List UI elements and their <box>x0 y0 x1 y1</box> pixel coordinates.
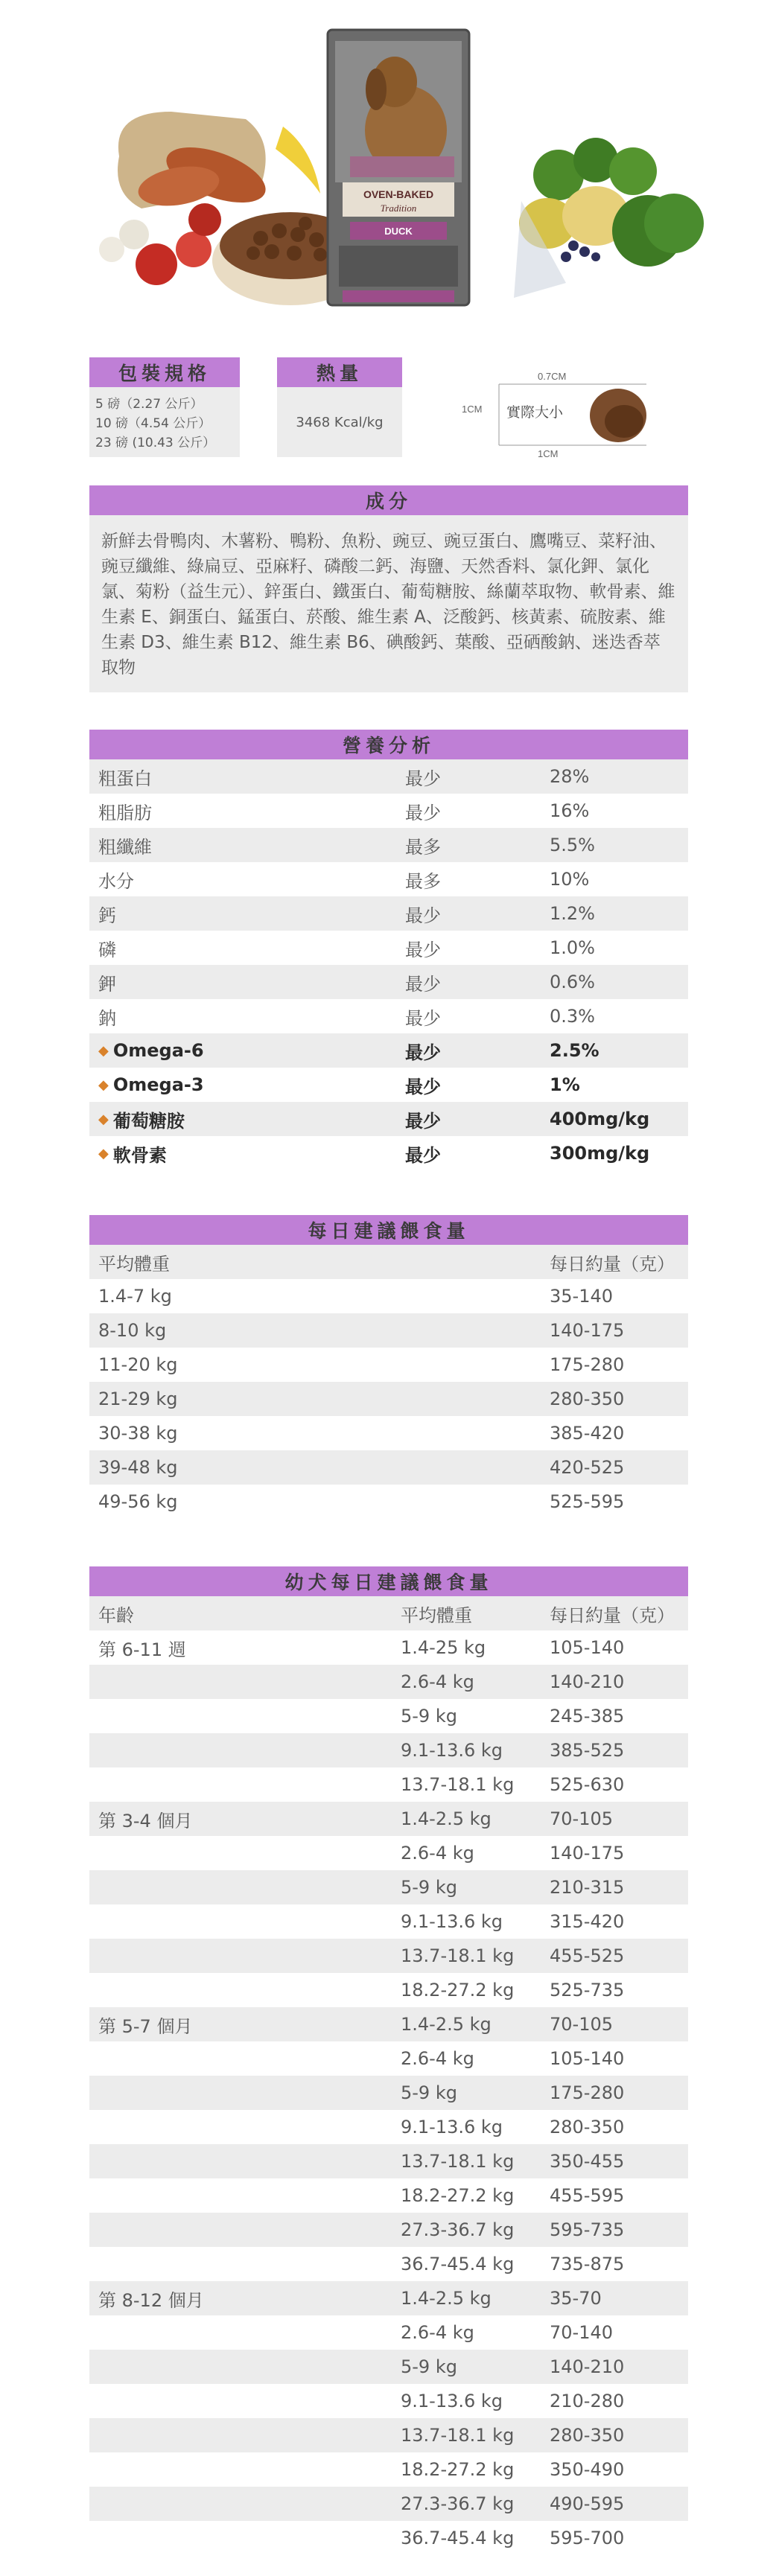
nutrition-rows <box>89 759 688 1170</box>
weight-cell: 2.6-4 kg <box>401 2048 474 2069</box>
diamond-bullet-icon: ◆ <box>98 1145 109 1161</box>
amount-cell: 525-735 <box>550 1980 625 2000</box>
nutrient-name: 鈉 <box>98 1007 116 1029</box>
weight-cell: 13.7-18.1 kg <box>401 2151 515 2172</box>
bag-flavor-text: DUCK <box>384 226 413 237</box>
nutrient-name: Omega-3 <box>112 1074 204 1095</box>
nutrient-qualifier: 最少 <box>405 939 441 960</box>
nutrient-value: 0.6% <box>550 972 595 992</box>
weight-cell: 8-10 kg <box>98 1320 167 1341</box>
weight-cell: 18.2-27.2 kg <box>401 1980 515 2000</box>
table-row <box>89 2041 688 2076</box>
amount-cell: 245-385 <box>550 1706 625 1727</box>
package-spec-title: 包裝規格 <box>89 357 240 387</box>
weight-header: 平均體重 <box>401 1604 472 1626</box>
nutrient-qualifier: 最少 <box>405 1007 441 1029</box>
table-row <box>89 931 688 965</box>
kibble-bottom-label: 1CM <box>538 448 559 459</box>
table-header-row <box>89 1596 688 1630</box>
nutrient-value: 1.0% <box>550 937 595 958</box>
table-row <box>89 2247 688 2281</box>
table-row <box>89 1313 688 1348</box>
nutrient-name-cell <box>89 1141 405 1167</box>
nutrient-name-cell <box>89 1004 405 1030</box>
weight-cell: 9.1-13.6 kg <box>401 2117 503 2137</box>
amount-cell: 35-140 <box>550 1286 614 1307</box>
puppy-feeding-table <box>89 1566 688 2555</box>
nutrient-qualifier: 最少 <box>405 905 441 926</box>
package-spec-box <box>89 357 240 457</box>
amount-cell: 70-105 <box>550 2014 614 2035</box>
kibble-size-svg <box>454 363 655 460</box>
amount-cell: 210-315 <box>550 1877 625 1898</box>
package-line: 10 磅（4.54 公斤） <box>95 416 212 431</box>
nutrient-value: 10% <box>550 869 590 890</box>
table-row <box>89 1416 688 1450</box>
nutrient-name: Omega-6 <box>112 1040 204 1061</box>
nutrient-name: 水分 <box>98 870 134 892</box>
weight-cell: 30-38 kg <box>98 1423 178 1444</box>
table-row <box>89 1836 688 1870</box>
diamond-bullet-icon: ◆ <box>98 1077 109 1093</box>
nutrient-name-cell <box>89 1040 405 1061</box>
ingredients-text: 新鮮去骨鴨肉、木薯粉、鴨粉、魚粉、豌豆、豌豆蛋白、鷹嘴豆、菜籽油、豌豆纖維、綠扁豆、亞麻籽、磷酸二鈣、海鹽、天然香料、氯化鉀、氯化氯、菊粉（益生元）、鋅蛋白、鐵蛋白、葡萄糖胺、絲蘭萃取物、軟骨素、維生素 E、銅蛋白、錳蛋白、菸酸、維生素 A、泛酸鈣、核黃素、硫胺素、維生素 D3、維生素 B12、維生素 B6、碘酸鈣、葉酸、亞硒酸鈉、迷迭香萃取物 <box>89 515 688 692</box>
amount-cell: 105-140 <box>550 2048 625 2069</box>
table-row <box>89 2144 688 2178</box>
amount-cell: 490-595 <box>550 2493 625 2514</box>
amount-cell: 140-210 <box>550 1671 625 1692</box>
table-row <box>89 1699 688 1733</box>
nutrient-name-cell <box>89 1106 405 1132</box>
nutrient-value: 300mg/kg <box>550 1143 650 1164</box>
amount-cell: 455-595 <box>550 2185 625 2206</box>
weight-cell: 1.4-2.5 kg <box>401 2014 492 2035</box>
weight-cell: 2.6-4 kg <box>401 1843 474 1864</box>
ingredients-title: 成分 <box>89 485 688 515</box>
amount-cell: 280-350 <box>550 1389 625 1409</box>
daily-feeding-rows <box>89 1245 688 1519</box>
weight-cell: 9.1-13.6 kg <box>401 1740 503 1761</box>
nutrient-name-cell <box>89 935 405 961</box>
daily-feeding-title: 每日建議餵食量 <box>89 1215 688 1245</box>
weight-cell: 18.2-27.2 kg <box>401 2459 515 2480</box>
package-line: 23 磅 (10.43 公斤） <box>95 436 216 450</box>
table-row <box>89 2281 688 2315</box>
amount-cell: 350-455 <box>550 2151 625 2172</box>
amount-cell: 70-140 <box>550 2322 614 2343</box>
nutrient-value: 5.5% <box>550 835 595 855</box>
diamond-bullet-icon: ◆ <box>98 1111 109 1127</box>
age-cell: 第 6-11 週 <box>98 1639 186 1660</box>
weight-cell: 1.4-25 kg <box>401 1637 486 1658</box>
table-row <box>89 1767 688 1802</box>
kibble-size-diagram <box>454 363 655 460</box>
amount-cell: 595-700 <box>550 2528 625 2548</box>
kibble-height-label: 1CM <box>462 404 483 415</box>
nutrient-value: 0.3% <box>550 1006 595 1027</box>
table-row <box>89 1665 688 1699</box>
nutrient-name-cell <box>89 867 405 893</box>
table-row <box>89 2350 688 2384</box>
nutrition-title: 營養分析 <box>89 730 688 759</box>
nutrient-qualifier: 最少 <box>405 768 441 789</box>
amount-cell: 105-140 <box>550 1637 625 1658</box>
nutrient-value: 16% <box>550 800 590 821</box>
weight-cell: 5-9 kg <box>401 2356 457 2377</box>
table-row <box>89 1033 688 1068</box>
weight-cell: 39-48 kg <box>98 1457 178 1478</box>
nutrient-name-cell <box>89 832 405 858</box>
weight-cell: 13.7-18.1 kg <box>401 1945 515 1966</box>
weight-cell: 36.7-45.4 kg <box>401 2528 515 2548</box>
nutrient-qualifier: 最多 <box>405 870 441 892</box>
nutrient-qualifier: 最少 <box>405 1076 441 1097</box>
amount-cell: 140-210 <box>550 2356 625 2377</box>
nutrient-value: 1% <box>550 1074 580 1095</box>
amount-cell: 385-420 <box>550 1423 625 1444</box>
nutrient-qualifier: 最少 <box>405 973 441 995</box>
amount-cell: 280-350 <box>550 2117 625 2137</box>
weight-header: 平均體重 <box>98 1253 170 1275</box>
amount-cell: 140-175 <box>550 1843 625 1864</box>
amount-cell: 70-105 <box>550 1808 614 1829</box>
amount-cell: 350-490 <box>550 2459 625 2480</box>
calories-title: 熱量 <box>277 357 402 387</box>
table-row <box>89 759 688 794</box>
kibble-width-label: 0.7CM <box>538 371 567 382</box>
amount-cell: 175-280 <box>550 2082 625 2103</box>
nutrient-name: 粗蛋白 <box>98 768 152 789</box>
table-row <box>89 965 688 999</box>
amount-cell: 455-525 <box>550 1945 625 1966</box>
amount-cell: 385-525 <box>550 1740 625 1761</box>
nutrient-name: 磷 <box>98 939 116 960</box>
amount-cell: 525-595 <box>550 1491 625 1512</box>
table-row <box>89 2384 688 2418</box>
calories-value: 3468 Kcal/kg <box>277 387 402 457</box>
table-row <box>89 794 688 828</box>
age-cell: 第 8-12 個月 <box>98 2289 204 2311</box>
weight-cell: 1.4-2.5 kg <box>401 1808 492 1829</box>
product-illustration <box>0 0 776 335</box>
table-row <box>89 1939 688 1973</box>
ingredients-section <box>89 485 688 692</box>
table-row <box>89 1382 688 1416</box>
table-row <box>89 1485 688 1519</box>
bag-brand-text: OVEN-BAKED <box>363 188 434 200</box>
nutrient-name: 鉀 <box>98 973 116 995</box>
table-row <box>89 1279 688 1313</box>
weight-cell: 21-29 kg <box>98 1389 178 1409</box>
nutrient-qualifier: 最少 <box>405 1110 441 1132</box>
table-row <box>89 2418 688 2452</box>
weight-cell: 9.1-13.6 kg <box>401 1911 503 1932</box>
table-row <box>89 2487 688 2521</box>
nutrient-qualifier: 最多 <box>405 836 441 858</box>
calories-box <box>277 357 402 457</box>
nutrition-table <box>89 730 688 1170</box>
nutrient-value: 400mg/kg <box>550 1109 650 1129</box>
weight-cell: 11-20 kg <box>98 1354 178 1375</box>
amount-header: 每日約量（克） <box>550 1604 675 1626</box>
hero-product-image <box>0 0 776 335</box>
nutrient-value: 28% <box>550 766 590 787</box>
age-cell: 第 5-7 個月 <box>98 2015 193 2037</box>
amount-cell: 140-175 <box>550 1320 625 1341</box>
nutrient-name-cell <box>89 764 405 790</box>
weight-cell: 36.7-45.4 kg <box>401 2254 515 2274</box>
bag-subtitle-text: Tradition <box>380 203 417 214</box>
nutrient-value: 2.5% <box>550 1040 600 1061</box>
table-row <box>89 2213 688 2247</box>
kibble-caption: 實際大小 <box>506 404 564 421</box>
nutrient-name-cell <box>89 798 405 824</box>
table-row <box>89 2315 688 2350</box>
table-row <box>89 2452 688 2487</box>
package-spec-body <box>89 387 240 457</box>
weight-cell: 27.3-36.7 kg <box>401 2493 515 2514</box>
nutrient-qualifier: 最少 <box>405 1042 441 1063</box>
package-line: 5 磅（2.27 公斤） <box>95 397 203 412</box>
daily-feeding-table <box>89 1215 688 1519</box>
table-row <box>89 1904 688 1939</box>
weight-cell: 18.2-27.2 kg <box>401 2185 515 2206</box>
amount-cell: 175-280 <box>550 1354 625 1375</box>
weight-cell: 5-9 kg <box>401 1877 457 1898</box>
nutrient-name-cell <box>89 1074 405 1095</box>
table-row <box>89 1973 688 2007</box>
amount-cell: 35-70 <box>550 2288 602 2309</box>
weight-cell: 5-9 kg <box>401 1706 457 1727</box>
nutrient-name: 粗纖維 <box>98 836 152 858</box>
table-row <box>89 1136 688 1170</box>
table-row <box>89 828 688 862</box>
table-row <box>89 1068 688 1102</box>
weight-cell: 27.3-36.7 kg <box>401 2219 515 2240</box>
weight-cell: 9.1-13.6 kg <box>401 2391 503 2411</box>
table-row <box>89 1450 688 1485</box>
table-row <box>89 2178 688 2213</box>
table-row <box>89 1102 688 1136</box>
nutrient-name: 葡萄糖胺 <box>112 1110 185 1132</box>
table-row <box>89 1802 688 1836</box>
amount-cell: 735-875 <box>550 2254 625 2274</box>
nutrient-qualifier: 最少 <box>405 1144 441 1166</box>
puppy-feeding-rows <box>89 1596 688 2555</box>
table-row <box>89 2007 688 2041</box>
table-row <box>89 1348 688 1382</box>
table-row <box>89 2076 688 2110</box>
weight-cell: 13.7-18.1 kg <box>401 1774 515 1795</box>
weight-cell: 49-56 kg <box>98 1491 178 1512</box>
age-header: 年齡 <box>98 1604 134 1626</box>
amount-cell: 420-525 <box>550 1457 625 1478</box>
weight-cell: 2.6-4 kg <box>401 1671 474 1692</box>
diamond-bullet-icon: ◆ <box>98 1042 109 1059</box>
nutrient-name: 鈣 <box>98 905 116 926</box>
nutrient-value: 1.2% <box>550 903 595 924</box>
weight-cell: 1.4-2.5 kg <box>401 2288 492 2309</box>
age-cell: 第 3-4 個月 <box>98 1810 193 1831</box>
table-row <box>89 1733 688 1767</box>
table-row <box>89 2521 688 2555</box>
table-row <box>89 1630 688 1665</box>
nutrient-name: 粗脂肪 <box>98 802 152 823</box>
weight-cell: 2.6-4 kg <box>401 2322 474 2343</box>
puppy-feeding-title: 幼犬每日建議餵食量 <box>89 1566 688 1596</box>
table-row <box>89 2110 688 2144</box>
amount-cell: 315-420 <box>550 1911 625 1932</box>
amount-cell: 210-280 <box>550 2391 625 2411</box>
nutrient-qualifier: 最少 <box>405 802 441 823</box>
weight-cell: 5-9 kg <box>401 2082 457 2103</box>
table-row <box>89 999 688 1033</box>
amount-cell: 595-735 <box>550 2219 625 2240</box>
table-header-row <box>89 1245 688 1279</box>
weight-cell: 13.7-18.1 kg <box>401 2425 515 2446</box>
table-row <box>89 896 688 931</box>
weight-cell: 1.4-7 kg <box>98 1286 172 1307</box>
amount-cell: 280-350 <box>550 2425 625 2446</box>
table-row <box>89 1870 688 1904</box>
nutrient-name-cell <box>89 901 405 927</box>
table-row <box>89 862 688 896</box>
nutrient-name-cell <box>89 969 405 995</box>
amount-header: 每日約量（克） <box>550 1253 675 1275</box>
nutrient-name: 軟骨素 <box>112 1144 167 1166</box>
amount-cell: 525-630 <box>550 1774 625 1795</box>
